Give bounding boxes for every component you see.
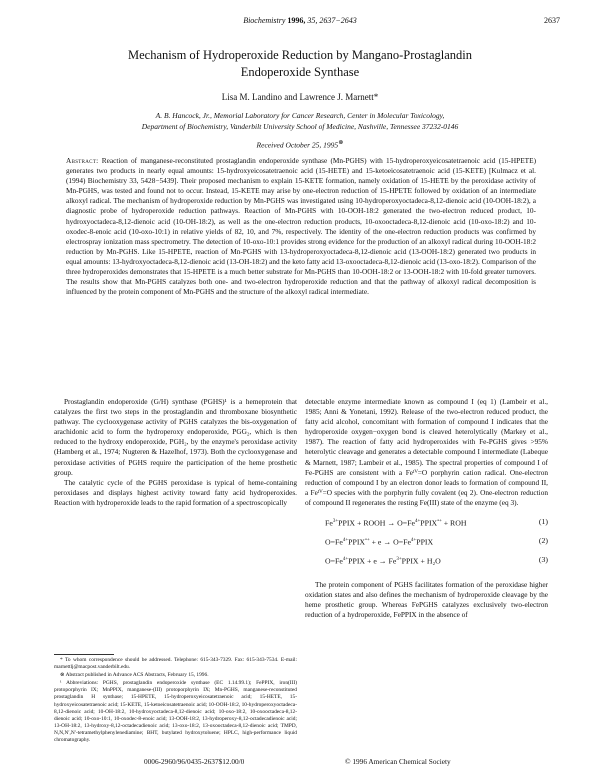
footnote-abbreviations: ¹ Abbreviations: PGHS, prostaglandin endoperoxide synthase (EC 1.14.99.1); FePPIX, iron(III) protoporphyrin IX; MnPPIX, manganese-(III) protoporphyrin IX; Mn-PGHS, manganese-reconstituted prostaglandin H synthase; 15-HPETE, 15-hydroperoxyeicosatetraenoic acid; 15-HETE, 15-hydroxyeicosatetraenoic acid; 15-KETE, 15-ketoeicosatetraenoic acid; 10-OOH-18:2, 10-hydroperoxyoctadeca-8,12-dienoic acid; 10-OH-18:2, 10-hydroxyoctadeca-8,12-dienoic acid; 10-oxo-18:2, 10-oxooctadeca-8,12-dienoic acid; 10-oxo-10:1, 10-oxodec-8-enoic acid; 13-OOH-18:2, 13-hydroperoxy-8,12-octadecadienoic acid; 13-OH-18:2, 13-hydroxy-8,12-octadecadienoic acid; 13-oxo-18:2, 13-oxooctadeca-8,12-dienoic acid; TMPD, N,N,N′,N′-tetramethylphenylenediamine; BHT, butylated hydroxytoluene; HPLC, high-performance liquid chromatography.	[54, 680, 297, 744]
article-code: 0006-2960/96/0435-2637$12.00/0	[144, 757, 245, 766]
equation-3-formula: $O=Fe^{4+}PPIX + e$ → $Fe^{3+}PPIX + H_2O$	[325, 556, 441, 566]
journal-year: 1996,	[287, 16, 306, 25]
abstract-text: Reaction of manganese-reconstituted prostaglandin endoperoxide synthase (Mn-PGHS) with 15-hydroperoxyeicosatetraenoic acid (15-HPETE) generates two products in nearly equal amounts: 15-hydroxyeicosatetraenoic acid (15-HETE) and 15-ketoeicosatetraenoic acid (15-KETE) [Kulmacz et al. (1994) Biochemistry 33, 5428−5439]. Their proposed mechanism to explain 15-KETE formation, namely oxidation of 15-HETE by the peroxidase activity of Mn-PGHS, was tested and found not to occur. Instead, 15-KETE may arise by one-electron reduction of 15-HPETE followed by oxidation of an intermediate alkoxyl radical. The mechanism of hydroperoxide reduction by Mn-PGHS was investigated using 10-hydroperoxyoctadeca-8,12-dienoic acid (10-OOH-18:2), a diagnostic probe of hydroperoxide reduction pathways. Reaction of Mn-PGHS with 10-OOH-18:2 generated the two-electron reduced product, 10-hydroxyoctadeca-8,12-dienoic acid (10-OH-18:2), as well as the one-electron reduction products, 10-oxooctadeca-8,12-dienoic acid (10-oxo-18:2) and 10-oxodec-8-enoic acid (10-oxo-10:1) in relative yields of 82, 10, and 7%, respectively. The identity of the one-electron reduction products was confirmed by electrospray ionization mass spectrometry. The detection of 10-oxo-10:1 provides strong evidence for the production of an alkoxyl radical during 10-OOH-18:2 reduction by Mn-PGHS. Like 15-HPETE, reaction of Mn-PGHS with 13-hydroperoxyoctadeca-8,12-dienoic acid (13-OOH-18:2) generated two products in equal amounts: 13-hydroxyoctadeca-8,12-dienoic acid (13-OH-18:2) and the keto fatty acid 13-oxooctadeca-8,12-dienoic acid (13-oxo-18:2). Comparison of the three hydroperoxides demonstrates that 15-HPETE is a much better substrate for Mn-PGHS than 10-OOH-18:2 or 13-OOH-18:2 with 10-fold greater turnovers. The results show that Mn-PGHS catalyzes both one- and two-electron hydroperoxide reduction and that the pathway of alkoxyl radical decomposition is influenced by the protein component of Mn-PGHS and the structure of the alkoxyl radical intermediate.	[66, 156, 536, 297]
equation-1-formula: $Fe^{3+}PPIX$ + ROOH → $O=Fe^{4+}PPIX^{•+}$ + ROH	[325, 518, 467, 528]
affiliation	[40, 110, 560, 132]
right-column	[305, 397, 548, 620]
equation-1	[305, 517, 548, 536]
abstract-label: Abstract:	[66, 156, 99, 165]
authors: Lisa M. Landino and Lawrence J. Marnett*	[221, 92, 379, 102]
left-column	[54, 397, 297, 508]
journal-citation	[40, 16, 560, 25]
affiliation-line-1: A. B. Hancock, Jr., Memorial Laboratory for Cancer Research, Center in Molecular Toxicology,	[155, 111, 445, 120]
intro-paragraph-1: Prostaglandin endoperoxide (G/H) synthase (PGHS)¹ is a hemeprotein that catalyzes the first two steps in the prostaglandin and thromboxane biosynthetic pathway. The cyclooxygenase activity of PGHS catalyzes the bis-oxygenation of arachidonic acid to form the hydroperoxy endoperoxide, PGG₂, which is then reduced to the hydroxy endoperoxide, PGH₂, by the enzyme's peroxidase activity (Hamberg et al., 1974; Nugteren & Hazelhof, 1973). Both the cyclooxygenase and peroxidase activities of PGHS require the participation of the heme prosthetic group.	[54, 397, 297, 477]
received-date	[40, 139, 560, 150]
page-number: 2637	[544, 16, 560, 25]
equation-3-number: (3)	[538, 555, 548, 565]
copyright: © 1996 American Chemical Society	[345, 757, 451, 766]
abstract	[66, 156, 536, 297]
footnote-rule	[54, 654, 114, 655]
title-line-2: Endoperoxide Synthase	[240, 65, 360, 79]
received-mark: ⊗	[338, 139, 344, 146]
affiliation-line-2: Department of Biochemistry, Vanderbilt University School of Medicine, Nashville, Tennessee 37232-0146	[141, 122, 459, 131]
equation-2-number: (2)	[538, 536, 548, 546]
footnote-abstract-published: ⊗ Abstract published in Advance ACS Abstracts, February 15, 1996.	[60, 672, 209, 679]
body-paragraph-2: The protein component of PGHS facilitates formation of the peroxidase higher oxidation states and also defines the mechanism of hydroperoxide cleavage by the heme prosthetic group. Whereas FePGHS catalyzes exclusively two-electron reduction of a hydroperoxide, FePPIX in the absence of	[305, 580, 548, 620]
equations	[305, 517, 548, 574]
received-text: Received October 25, 1995	[256, 140, 339, 150]
intro-paragraph-2: The catalytic cycle of the PGHS peroxidase is typical of heme-containing peroxidases and displays highest activity toward fatty acid hydroperoxides. Reaction with hydroperoxide leads to the rapid formation of a spectroscopically	[54, 477, 297, 507]
title-line-1: Mechanism of Hydroperoxide Reduction by Mangano-Prostaglandin	[127, 48, 473, 62]
footnotes	[54, 657, 297, 745]
article-title	[60, 47, 540, 81]
journal-name: Biochemistry	[243, 16, 286, 25]
running-header	[40, 16, 560, 28]
journal-pages: 2637−2643	[319, 16, 357, 25]
body-paragraph-1: detectable enzyme intermediate known as compound I (eq 1) (Lambeir et al., 1985; Anni & Yonetani, 1992). Release of the two-electron reduced product, the fatty acid alcohol, concomitant with formation of compound I indicates that the hydroperoxide oxygen−oxygen bond is cleaved heterolytically (Markey et al., 1987). The reaction of fatty acid hydroperoxides with Fe-PGHS gives >95% heterolytic cleavage and generates a detectable compound I intermediate (Labeque & Marnett, 1987; Lambeir et al., 1985). The spectral properties of compound I of Fe-PGHS are consistent with a Feᴵⱽ=O porphyrin cation radical. One-electron reduction of compound I by an electron donor leads to formation of compound II, a Feᴵⱽ=O species with the porphyrin fully covalent (eq 2). One-electron reduction of compound II regenerates the resting Fe(III) state of the enzyme (eq 3).	[305, 397, 548, 507]
equation-3	[305, 555, 548, 574]
equation-1-number: (1)	[538, 517, 548, 527]
equation-2-formula: $O=Fe^{4+}PPIX^{•+} + e$ → $O=Fe^{4+}PPIX$	[325, 537, 434, 547]
footnote-correspondence: * To whom correspondence should be addressed. Telephone: 615-343-7329. Fax: 615-343-7534. E-mail: marnettlj@macpost.vanderbilt.edu.	[54, 657, 297, 671]
equation-2	[305, 536, 548, 555]
journal-volume: 35,	[307, 16, 318, 25]
